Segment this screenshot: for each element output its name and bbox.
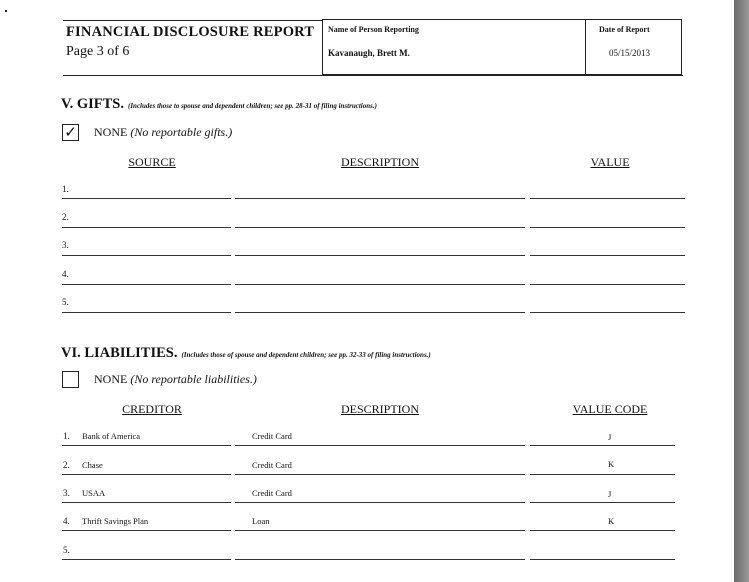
gifts-value-line [530, 227, 685, 228]
gifts-source-line [62, 284, 231, 285]
gifts-col-source: SOURCE [128, 155, 176, 169]
gifts-source-line [62, 227, 231, 228]
header-box-divider [585, 20, 586, 74]
liabilities-value-line [530, 502, 675, 503]
report-title: FINANCIAL DISCLOSURE REPORT [66, 24, 315, 40]
gifts-source-line [62, 198, 231, 199]
gifts-description-line [235, 227, 525, 228]
liabilities-row-number: 3. [63, 488, 70, 498]
scan-page-edge [734, 0, 749, 582]
gifts-instructions-note: (Includes those to spouse and dependent children; see pp. 28-31 of filing instructions.) [128, 102, 377, 110]
liabilities-value-line [530, 559, 675, 560]
page-number: Page 3 of 6 [66, 44, 130, 59]
gifts-none-text [94, 125, 232, 140]
gifts-section-title [61, 96, 377, 113]
gifts-value-line [530, 255, 685, 256]
liabilities-creditor: Thrift Savings Plan [82, 516, 149, 526]
liabilities-none-checkbox[interactable] [62, 371, 79, 388]
scan-speck [5, 10, 7, 12]
gifts-none-note: (No reportable gifts.) [130, 125, 233, 139]
liabilities-title-text: VI. LIABILITIES. [61, 345, 178, 361]
liabilities-row-number: 5. [63, 545, 70, 555]
date-value: 05/15/2013 [609, 48, 651, 58]
gifts-value-line [530, 312, 685, 313]
gifts-description-line [235, 255, 525, 256]
liabilities-value-code: K [608, 459, 615, 469]
liabilities-creditor-line [62, 530, 231, 531]
name-label: Name of Person Reporting [328, 25, 419, 34]
liabilities-row-number: 2. [63, 460, 70, 470]
liabilities-col-creditor: CREDITOR [122, 402, 182, 416]
liabilities-creditor-line [62, 559, 231, 560]
gifts-row-number: 5. [62, 297, 69, 307]
header-bottom-rule [63, 75, 683, 76]
gifts-description-line [235, 198, 525, 199]
gifts-col-value: VALUE [590, 155, 630, 169]
gifts-none-checkbox[interactable]: ✓ [62, 124, 79, 141]
gifts-title-text: V. GIFTS. [61, 96, 124, 112]
gifts-col-description: DESCRIPTION [340, 155, 419, 169]
liabilities-none-label: NONE [94, 372, 128, 386]
name-value: Kavanaugh, Brett M. [328, 48, 410, 58]
liabilities-creditor: Bank of America [82, 431, 141, 441]
liabilities-description-line [235, 559, 525, 560]
gifts-source-line [62, 312, 231, 313]
liabilities-value-line [530, 445, 675, 446]
liabilities-col-description: DESCRIPTION [340, 402, 419, 416]
liabilities-creditor-line [62, 474, 231, 475]
gifts-row-number: 4. [62, 269, 69, 279]
liabilities-creditor: USAA [82, 488, 106, 498]
liabilities-description: Credit Card [252, 431, 292, 441]
gifts-description-line [235, 284, 525, 285]
liabilities-description-line [235, 474, 525, 475]
liabilities-value-line [530, 530, 675, 531]
gifts-row-number: 2. [62, 212, 69, 222]
liabilities-creditor-line [62, 502, 231, 503]
liabilities-description-line [235, 530, 525, 531]
liabilities-description-line [235, 445, 525, 446]
liabilities-description: Credit Card [252, 460, 292, 470]
liabilities-creditor-line [62, 445, 231, 446]
liabilities-row-number: 4. [63, 516, 70, 526]
header-top-rule [63, 20, 323, 21]
gifts-none-label: NONE [94, 125, 128, 139]
liabilities-none-text [94, 372, 257, 387]
header-info-box [322, 19, 682, 75]
liabilities-section-title [61, 345, 431, 362]
liabilities-creditor: Chase [82, 460, 103, 470]
liabilities-description: Credit Card [252, 488, 292, 498]
gifts-value-line [530, 198, 685, 199]
liabilities-instructions-note: (Includes those of spouse and dependent children; see pp. 32-33 of filing instructions.) [181, 351, 431, 359]
liabilities-value-code: K [608, 516, 615, 526]
liabilities-value-code: J [608, 432, 612, 442]
date-label: Date of Report [599, 25, 650, 34]
liabilities-row-number: 1. [63, 431, 70, 441]
gifts-description-line [235, 312, 525, 313]
liabilities-none-note: (No reportable liabilities.) [130, 372, 257, 386]
liabilities-description: Loan [252, 516, 270, 526]
liabilities-description-line [235, 502, 525, 503]
liabilities-value-line [530, 474, 675, 475]
gifts-value-line [530, 284, 685, 285]
liabilities-value-code: J [608, 489, 612, 499]
liabilities-col-value-code: VALUE CODE [572, 402, 648, 416]
gifts-row-number: 3. [62, 240, 69, 250]
gifts-row-number: 1. [62, 184, 69, 194]
gifts-source-line [62, 255, 231, 256]
